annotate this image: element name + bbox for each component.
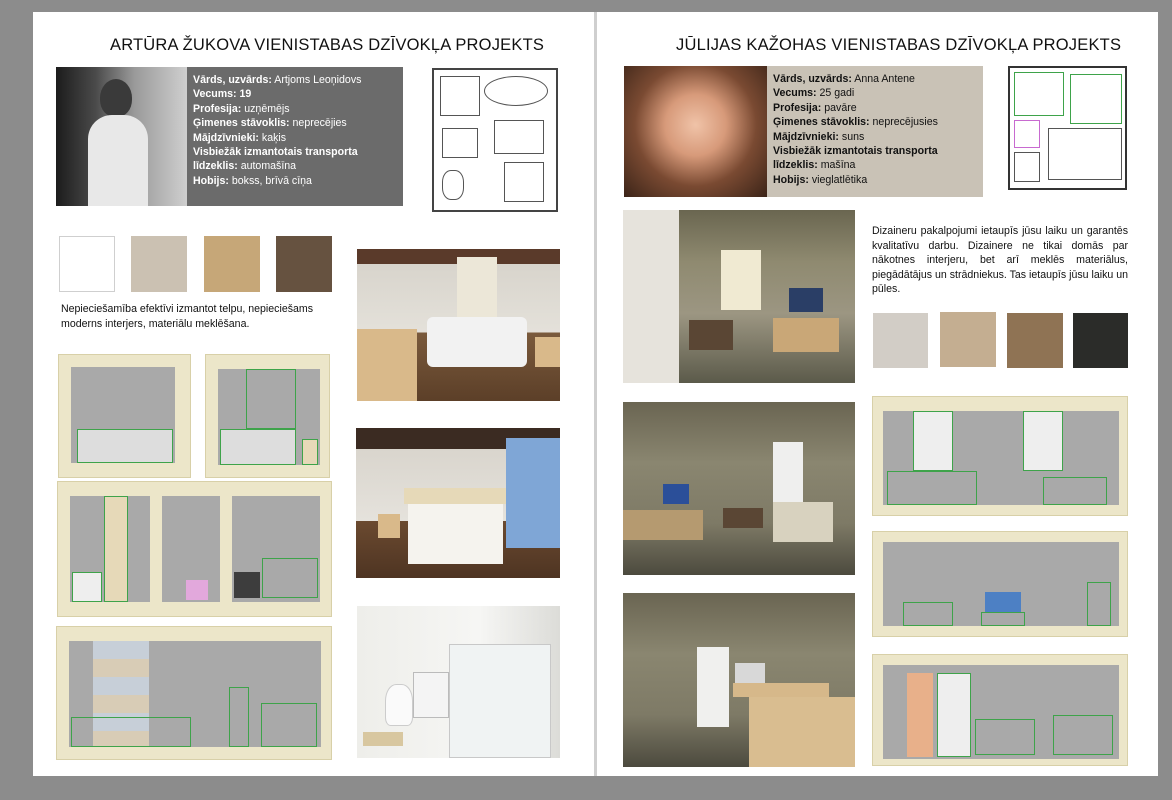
- color-swatch: [940, 312, 996, 367]
- render-bedroom: [356, 428, 560, 578]
- render-kitchen: [623, 593, 855, 767]
- info-row-profession: Profesija: pavāre: [773, 101, 857, 114]
- color-swatch: [131, 236, 187, 292]
- right-description: Dizaineru pakalpojumi ietaupīs jūsu laiku un garantēs kvalitatīvu darbu. Dizainere ne tikai domās par nākotnes interjeru, bet arī meklēs materiālus, piegādātājus un strādniekus. Tas ietaupīs jūsu laiku un pūles.: [872, 225, 1128, 296]
- left-description: Nepieciešamība efektīvi izmantot telpu, nepieciešams moderns interjers, materiālu meklēšana.: [61, 303, 314, 330]
- elevation-drawing: [872, 396, 1128, 516]
- color-swatch: [1073, 313, 1128, 368]
- info-row-hobby: Hobijs: bokss, brīvā cīņa: [193, 174, 312, 187]
- elevation-drawing: [58, 354, 191, 478]
- info-row-name: Vārds, uzvārds: Artjoms Leoņidovs: [193, 74, 362, 86]
- elevation-drawing: [56, 626, 332, 760]
- floor-plan-drawing: [432, 68, 558, 212]
- floor-plan-drawing: [1008, 66, 1127, 190]
- info-row-name: Vārds, uzvārds: Anna Antene: [773, 73, 915, 85]
- info-row-age: Vecums: 25 gadi: [773, 87, 855, 100]
- info-row-family: Ģimenes stāvoklis: neprecējies: [193, 117, 347, 130]
- info-row-pets: Mājdzīvnieki: kaķis: [193, 131, 287, 144]
- color-swatch: [204, 236, 260, 292]
- info-row-transport: Visbiežāk izmantotais transporta līdzeklis: mašīna: [773, 145, 938, 172]
- page-divider: [594, 12, 597, 776]
- color-swatch: [276, 236, 332, 292]
- right-page-title: JŪLIJAS KAŽOHAS VIENISTABAS DZĪVOKĻA PROJEKTS: [676, 36, 1122, 54]
- info-row-profession: Profesija: uzņēmējs: [193, 102, 290, 115]
- left-page-title: ARTŪRA ŽUKOVA VIENISTABAS DZĪVOKĻA PROJEKTS: [110, 36, 545, 54]
- render-living-room: [623, 210, 855, 383]
- client-portrait-photo: [624, 66, 767, 197]
- color-swatch: [59, 236, 115, 292]
- elevation-drawing: [872, 531, 1128, 637]
- info-row-hobby: Hobijs: vieglatlētika: [773, 173, 868, 186]
- render-bathroom: [357, 606, 560, 758]
- color-swatch: [1007, 313, 1063, 368]
- client-portrait-photo: [56, 67, 187, 206]
- client-info-box: [767, 66, 983, 197]
- color-swatch: [873, 313, 928, 368]
- info-row-transport: Visbiežāk izmantotais transporta līdzeklis: automašīna: [193, 146, 358, 173]
- info-row-age: Vecums: 19: [193, 88, 252, 101]
- render-living-room: [357, 249, 560, 401]
- info-row-pets: Mājdzīvnieki: suns: [773, 130, 865, 143]
- elevation-drawing: [57, 481, 332, 617]
- elevation-drawing: [205, 354, 330, 478]
- info-row-family: Ģimenes stāvoklis: neprecējusies: [773, 116, 938, 129]
- render-dining-area: [623, 402, 855, 575]
- client-info-box: [187, 67, 403, 206]
- elevation-drawing: [872, 654, 1128, 766]
